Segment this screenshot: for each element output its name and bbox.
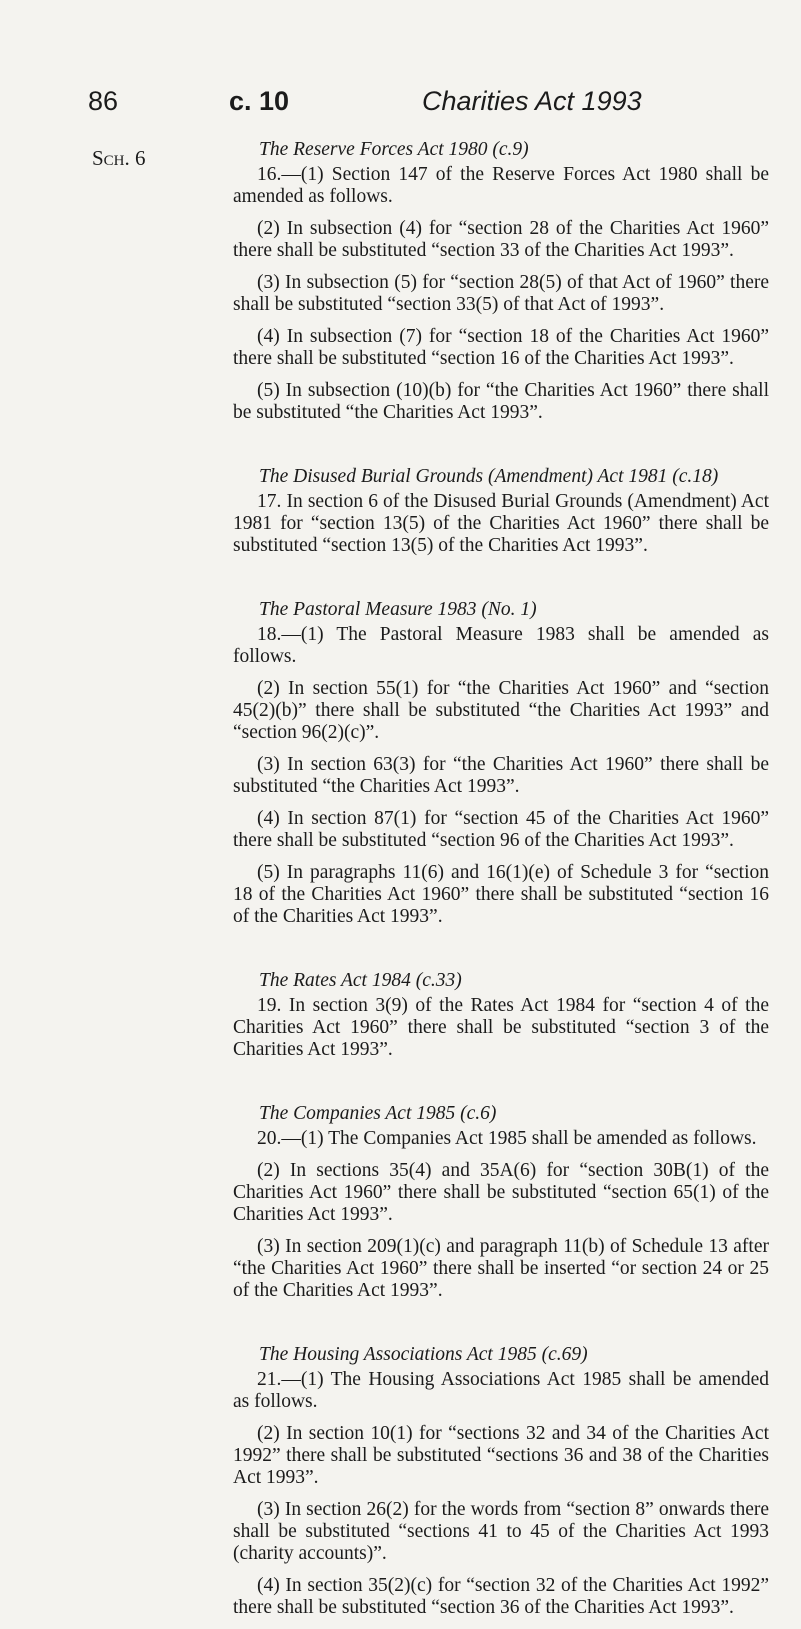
section-heading: The Housing Associations Act 1985 (c.69) [259,1344,588,1365]
page-number: 86 [88,86,119,116]
paragraph: (2) In section 55(1) for “the Charities Act 1960” and “section 45(2)(b)” there shall be substituted “the Charities Act 1993” and “section 96(2)(c)”. [233,678,769,743]
section-heading: The Companies Act 1985 (c.6) [259,1103,497,1124]
paragraph: (2) In subsection (4) for “section 28 of the Charities Act 1960” there shall be substituted “section 33 of the Charities Act 1993”. [233,218,769,261]
paragraph: (2) In sections 35(4) and 35A(6) for “section 30B(1) of the Charities Act 1960” there shall be substituted “section 65(1) of the Charities Act 1993”. [233,1160,769,1225]
section-reserve-forces [233,139,769,424]
paragraph: 17. In section 6 of the Disused Burial Grounds (Amendment) Act 1981 for “section 13(5) of the Charities Act 1960” there shall be substituted “section 13(5) of the Charities Act 1993”. [233,491,769,556]
schedule-margin-note: Sch. 6 [92,146,146,170]
paragraph: 18.—(1) The Pastoral Measure 1983 shall be amended as follows. [233,624,769,667]
section-rates-act [233,970,769,1061]
paragraph: (3) In section 209(1)(c) and paragraph 11(b) of Schedule 13 after “the Charities Act 1960” there shall be inserted “or section 24 or 25 of the Charities Act 1993”. [233,1236,769,1301]
paragraph: 16.—(1) Section 147 of the Reserve Forces Act 1980 shall be amended as follows. [233,164,769,207]
section-heading: The Pastoral Measure 1983 (No. 1) [259,599,537,620]
paragraph: 20.—(1) The Companies Act 1985 shall be amended as follows. [257,1128,757,1149]
section-companies-act [233,1103,769,1302]
section-heading: The Reserve Forces Act 1980 (c.9) [259,139,529,160]
chapter-reference: c. 10 [229,86,290,116]
paragraph: 19. In section 3(9) of the Rates Act 1984 for “section 4 of the Charities Act 1960” there shall be substituted “section 3 of the Charities Act 1993”. [233,995,769,1060]
section-housing-associations [233,1344,769,1619]
paragraph: (4) In subsection (7) for “section 18 of the Charities Act 1960” there shall be substituted “section 16 of the Charities Act 1993”. [233,326,769,369]
section-heading: The Rates Act 1984 (c.33) [259,970,462,991]
document-body [233,139,769,1629]
paragraph: (4) In section 87(1) for “section 45 of the Charities Act 1960” there shall be substituted “section 96 of the Charities Act 1993”. [233,808,769,851]
paragraph: (3) In section 26(2) for the words from “section 8” onwards there shall be substituted “sections 41 to 45 of the Charities Act 1993 (charity accounts)”. [233,1499,769,1564]
paragraph: (3) In section 63(3) for “the Charities Act 1960” there shall be substituted “the Charities Act 1993”. [233,754,769,797]
section-pastoral-measure [233,599,769,928]
section-heading: The Disused Burial Grounds (Amendment) Act 1981 (c.18) [259,466,719,487]
paragraph: (5) In paragraphs 11(6) and 16(1)(e) of Schedule 3 for “section 18 of the Charities Act 1960” there shall be substituted “section 16 of the Charities Act 1993”. [233,862,769,927]
paragraph: (4) In section 35(2)(c) for “section 32 of the Charities Act 1992” there shall be substituted “section 36 of the Charities Act 1993”. [233,1575,769,1618]
paragraph: (2) In section 10(1) for “sections 32 and 34 of the Charities Act 1992” there shall be substituted “sections 36 and 38 of the Charities Act 1993”. [233,1423,769,1488]
running-title: Charities Act 1993 [422,86,642,116]
paragraph: (5) In subsection (10)(b) for “the Charities Act 1960” there shall be substituted “the Charities Act 1993”. [233,380,769,423]
paragraph: (3) In subsection (5) for “section 28(5) of that Act of 1960” there shall be substituted “section 33(5) of that Act of 1993”. [233,272,769,315]
paragraph: 21.—(1) The Housing Associations Act 1985 shall be amended as follows. [233,1369,769,1412]
section-disused-burial-grounds [233,466,769,557]
